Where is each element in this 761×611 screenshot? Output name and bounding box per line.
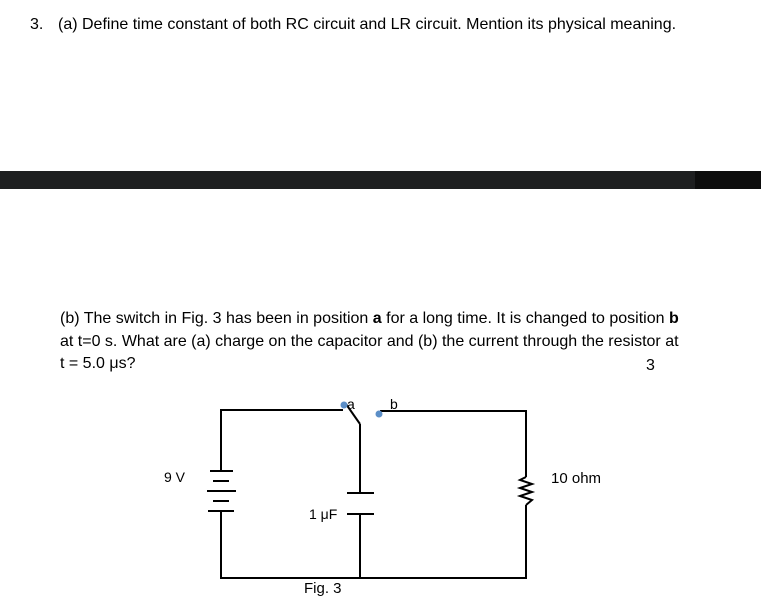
- marks: 3: [646, 357, 655, 374]
- switch-label-b: b: [390, 396, 398, 412]
- wire-right-top: [380, 411, 526, 477]
- position-a-bold: a: [372, 310, 382, 327]
- resistor-label: 10 ohm: [551, 470, 602, 487]
- part-b-line3: t = 5.0 μs?: [60, 355, 136, 372]
- part-b-line2: at t=0 s. What are (a) charge on the capacitor and (b) the current through the resistor at: [60, 332, 679, 350]
- battery-label: 9 V: [164, 469, 186, 485]
- capacitor-label: 1 μF: [309, 506, 338, 522]
- wire-left-top: [221, 410, 343, 470]
- part-b-line1-start: (b) The switch in Fig. 3 has been in position: [60, 310, 373, 327]
- figure-caption: Fig. 3: [304, 580, 342, 597]
- switch-terminal-b: [376, 411, 383, 418]
- switch-label-a: a: [347, 396, 355, 412]
- position-b-bold: b: [668, 310, 679, 327]
- question-number: 3.: [30, 16, 44, 33]
- part-a-text: (a) Define time constant of both RC circuit and LR circuit. Mention its physical meaning.: [58, 16, 677, 33]
- part-b-line1-middle: for a long time. It is changed to position: [381, 310, 669, 327]
- wire-left-bottom: [221, 505, 526, 578]
- resistor-zigzag: [520, 477, 532, 505]
